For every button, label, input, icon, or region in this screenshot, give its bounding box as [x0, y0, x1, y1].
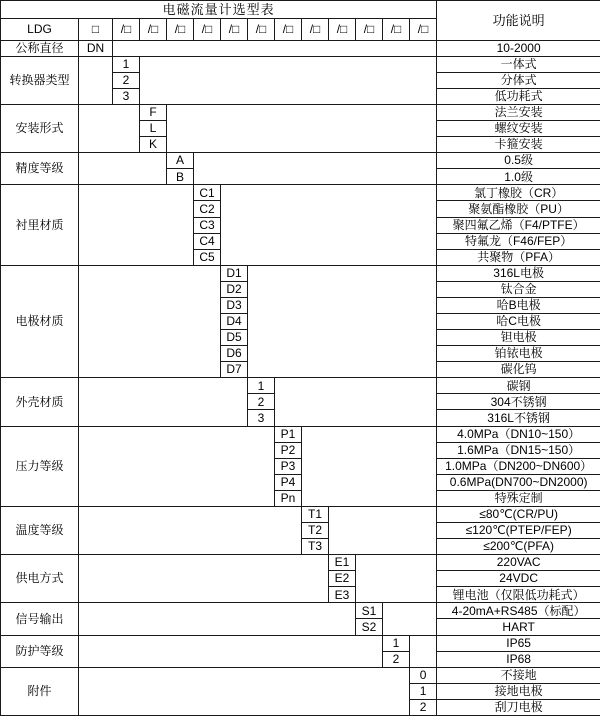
option-code: C2: [194, 201, 221, 217]
option-description: IP68: [437, 651, 600, 667]
option-description: 接地电极: [437, 683, 600, 699]
model-prefix: LDG: [1, 19, 79, 40]
model-code-slot: /□: [356, 19, 383, 40]
option-description: 卡箍安装: [437, 137, 600, 153]
option-code: Pn: [275, 490, 302, 506]
option-description: 法兰安装: [437, 104, 600, 120]
option-description: 聚四氟乙烯（F4/PTFE）: [437, 217, 600, 233]
option-description: 碳钢: [437, 378, 600, 394]
option-code: C5: [194, 249, 221, 265]
option-description: ≤80℃(CR/PU): [437, 506, 600, 522]
spacer-cell: [79, 635, 383, 667]
spacer-cell: [194, 153, 437, 185]
option-description: 钽电极: [437, 330, 600, 346]
category-label: 温度等级: [1, 506, 79, 554]
option-description: ≤120℃(PTEP/FEP): [437, 523, 600, 539]
spacer-cell: [167, 104, 437, 152]
option-code: 2: [383, 651, 410, 667]
option-code: L: [140, 121, 167, 137]
option-code: 1: [113, 56, 140, 72]
option-code: 1: [383, 635, 410, 651]
spacer-cell: [113, 40, 437, 56]
spacer-cell: [248, 265, 437, 378]
spacer-cell: [302, 426, 437, 506]
option-description: 0.5级: [437, 153, 600, 169]
model-code-slot: /□: [329, 19, 356, 40]
category-label: 转换器类型: [1, 56, 79, 104]
model-code-slot: /□: [167, 19, 194, 40]
spacer-cell: [410, 635, 437, 667]
spacer-cell: [79, 555, 329, 603]
option-description: 1.0MPa（DN200~DN600）: [437, 458, 600, 474]
option-description: 1.0级: [437, 169, 600, 185]
option-description: 钛合金: [437, 281, 600, 297]
option-description: 220VAC: [437, 555, 600, 571]
option-description: HART: [437, 619, 600, 635]
option-code: 3: [248, 410, 275, 426]
table-title: 电磁流量计选型表: [1, 1, 437, 19]
spacer-cell: [79, 185, 194, 265]
option-description: 4-20mA+RS485（标配）: [437, 603, 600, 619]
option-code: T3: [302, 539, 329, 555]
category-label: 精度等级: [1, 153, 79, 185]
category-label: 压力等级: [1, 426, 79, 506]
category-label: 安装形式: [1, 104, 79, 152]
option-code: DN: [79, 40, 113, 56]
model-code-slot: /□: [140, 19, 167, 40]
model-code-slot: /□: [275, 19, 302, 40]
option-code: P4: [275, 474, 302, 490]
option-code: 2: [113, 72, 140, 88]
option-description: 特殊定制: [437, 490, 600, 506]
option-code: 2: [410, 699, 437, 715]
option-description: 氯丁橡胶（CR）: [437, 185, 600, 201]
category-label: 信号输出: [1, 603, 79, 635]
option-description: 哈C电极: [437, 313, 600, 329]
spacer-cell: [79, 265, 221, 378]
option-description: 1.6MPa（DN15~150）: [437, 442, 600, 458]
option-code: T1: [302, 506, 329, 522]
option-code: T2: [302, 523, 329, 539]
option-code: 0: [410, 667, 437, 683]
option-code: D3: [221, 297, 248, 313]
option-code: D5: [221, 330, 248, 346]
option-description: 316L不锈钢: [437, 410, 600, 426]
option-code: C3: [194, 217, 221, 233]
model-code-box: □: [79, 19, 113, 40]
category-label: 公称直径: [1, 40, 79, 56]
option-description: 低功耗式: [437, 88, 600, 104]
category-label: 电极材质: [1, 265, 79, 378]
option-code: F: [140, 104, 167, 120]
option-code: P2: [275, 442, 302, 458]
option-description: 24VDC: [437, 571, 600, 587]
model-code-slot: /□: [221, 19, 248, 40]
spacer-cell: [79, 667, 410, 715]
option-description: IP65: [437, 635, 600, 651]
option-description: ≤200℃(PFA): [437, 539, 600, 555]
option-description: 10-2000: [437, 40, 600, 56]
option-description: 锂电池（仅限低功耗式）: [437, 587, 600, 603]
spacer-cell: [79, 56, 113, 104]
option-code: 1: [410, 683, 437, 699]
spacer-cell: [79, 426, 275, 506]
option-code: D7: [221, 362, 248, 378]
option-code: 3: [113, 88, 140, 104]
option-code: 1: [248, 378, 275, 394]
option-code: P1: [275, 426, 302, 442]
model-code-slot: /□: [248, 19, 275, 40]
option-description: 刮刀电极: [437, 699, 600, 715]
model-code-slot: /□: [194, 19, 221, 40]
option-description: 特氟龙（F46/FEP）: [437, 233, 600, 249]
option-code: D4: [221, 313, 248, 329]
model-code-slot: /□: [410, 19, 437, 40]
spacer-cell: [79, 603, 356, 635]
option-code: K: [140, 137, 167, 153]
category-label: 衬里材质: [1, 185, 79, 265]
option-description: 304不锈钢: [437, 394, 600, 410]
spacer-cell: [79, 104, 140, 152]
model-code-slot: /□: [383, 19, 410, 40]
category-label: 外壳材质: [1, 378, 79, 426]
spacer-cell: [79, 153, 167, 185]
option-description: 分体式: [437, 72, 600, 88]
option-code: D6: [221, 346, 248, 362]
option-code: E1: [329, 555, 356, 571]
option-code: A: [167, 153, 194, 169]
function-column-header: 功能说明: [437, 1, 600, 41]
option-description: 碳化钨: [437, 362, 600, 378]
option-description: 一体式: [437, 56, 600, 72]
spacer-cell: [140, 56, 437, 104]
option-code: B: [167, 169, 194, 185]
spacer-cell: [221, 185, 437, 265]
category-label: 附件: [1, 667, 79, 715]
option-code: C1: [194, 185, 221, 201]
option-description: 铂铱电极: [437, 346, 600, 362]
option-code: D1: [221, 265, 248, 281]
option-description: 不接地: [437, 667, 600, 683]
spacer-cell: [79, 506, 302, 554]
option-code: S2: [356, 619, 383, 635]
option-description: 0.6MPa(DN700~DN2000): [437, 474, 600, 490]
option-description: 4.0MPa（DN10~150）: [437, 426, 600, 442]
spacer-cell: [79, 378, 248, 426]
option-code: C4: [194, 233, 221, 249]
option-code: D2: [221, 281, 248, 297]
category-label: 防护等级: [1, 635, 79, 667]
option-code: S1: [356, 603, 383, 619]
option-description: 哈B电极: [437, 297, 600, 313]
option-code: 2: [248, 394, 275, 410]
spacer-cell: [329, 506, 437, 554]
option-code: P3: [275, 458, 302, 474]
spacer-cell: [275, 378, 437, 426]
option-description: 螺纹安装: [437, 121, 600, 137]
category-label: 供电方式: [1, 555, 79, 603]
option-description: 聚氨酯橡胶（PU）: [437, 201, 600, 217]
option-description: 共聚物（PFA）: [437, 249, 600, 265]
model-code-slot: /□: [302, 19, 329, 40]
spacer-cell: [383, 603, 437, 635]
option-code: E3: [329, 587, 356, 603]
option-description: 316L电极: [437, 265, 600, 281]
model-code-slot: /□: [113, 19, 140, 40]
spacer-cell: [356, 555, 437, 603]
option-code: E2: [329, 571, 356, 587]
